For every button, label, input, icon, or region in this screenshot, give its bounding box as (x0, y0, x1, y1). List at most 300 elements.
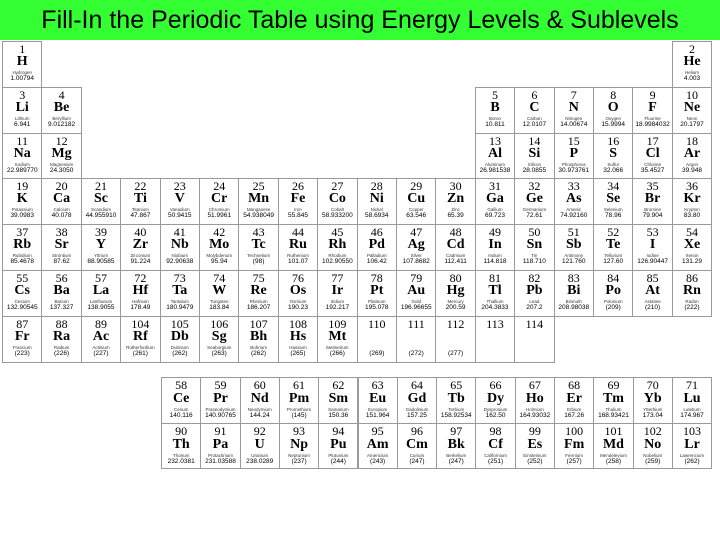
atomic-number: 62 (332, 378, 345, 392)
atomic-number: 24 (213, 179, 226, 194)
element-symbol: Ce (172, 391, 190, 406)
atomic-mass: 28.0855 (522, 166, 547, 174)
element-cell (515, 377, 555, 424)
element-cell (41, 224, 81, 271)
element-name: Copper (408, 207, 424, 213)
element-name: Europium (368, 407, 388, 412)
element-cell (435, 224, 475, 271)
element-cell (632, 270, 672, 317)
atomic-number: 39 (94, 225, 107, 240)
element-cell (475, 87, 515, 134)
element-symbol: C (529, 99, 540, 115)
element-symbol: Ac (92, 328, 110, 344)
element-cell (358, 423, 398, 470)
atomic-number: 47 (410, 225, 423, 240)
element-name: Antimony (564, 253, 584, 259)
atomic-number: 70 (646, 378, 659, 392)
element-cell (317, 224, 357, 271)
element-name: Platinum (368, 299, 386, 304)
atomic-number: 91 (214, 423, 227, 438)
atomic-mass: 63.546 (406, 212, 427, 220)
element-cell (475, 316, 515, 363)
element-name: Lawrencium (679, 452, 705, 458)
atomic-number: 108 (288, 316, 307, 331)
element-symbol: Pa (212, 436, 229, 452)
atomic-number: 26 (291, 179, 304, 194)
element-cell (357, 178, 397, 225)
element-symbol: Ba (53, 283, 70, 298)
element-symbol: Ar (683, 145, 701, 161)
element-symbol: I (649, 237, 656, 253)
element-symbol: Lr (684, 436, 700, 452)
element-cell (238, 178, 278, 225)
atomic-number: 76 (291, 271, 304, 285)
atomic-mass: (262) (172, 349, 188, 357)
element-name: Molybdenum (206, 253, 233, 259)
element-name: Curium (409, 452, 425, 458)
element-symbol: As (566, 191, 582, 207)
element-cell (515, 423, 555, 470)
element-name: Mendelevium (600, 452, 627, 458)
element-symbol: Pd (368, 237, 385, 253)
element-name: Aluminum (484, 161, 505, 167)
atomic-mass: (251) (487, 457, 504, 465)
element-cell (160, 224, 200, 271)
element-cell (554, 178, 594, 225)
element-name: Rutherfordium (126, 344, 155, 350)
atomic-mass: (277) (447, 349, 464, 357)
element-symbol: Ta (172, 283, 188, 298)
element-cell (199, 224, 239, 271)
atomic-mass: 195.078 (365, 304, 389, 311)
atomic-number: 101 (604, 423, 623, 438)
element-cell (396, 224, 436, 271)
atomic-mass: 6.941 (14, 120, 31, 128)
atomic-mass: 208.98038 (558, 304, 590, 311)
atomic-mass: 24.3050 (49, 166, 74, 174)
element-name: Oxygen (605, 115, 621, 121)
element-name: Vanadium (169, 207, 190, 213)
atomic-mass: (247) (409, 457, 425, 465)
atomic-mass: 106.42 (366, 258, 387, 266)
atomic-number: 71 (686, 378, 699, 392)
element-name: Berkelium (446, 452, 467, 458)
atomic-mass: 138.9055 (87, 304, 115, 311)
element-symbol: Cf (488, 436, 503, 452)
element-cell (41, 316, 81, 363)
element-name: Technetium (247, 253, 271, 259)
atomic-number: 44 (291, 225, 304, 240)
element-cell (318, 423, 358, 470)
atomic-number: 111 (407, 316, 425, 331)
element-name: Potassium (11, 207, 33, 213)
atomic-number: 56 (55, 271, 68, 285)
atomic-mass: 238.0289 (246, 457, 274, 465)
element-name: Dysprosium (483, 407, 508, 412)
element-name: Manganese (246, 207, 271, 213)
element-cell (161, 377, 201, 424)
element-name: Dubnium (170, 344, 189, 350)
atomic-number: 64 (410, 378, 423, 392)
element-cell (435, 178, 475, 225)
element-name: Thulium (605, 407, 622, 412)
atomic-number: 95 (371, 423, 384, 438)
element-symbol: N (568, 99, 579, 115)
element-symbol: Mt (328, 328, 347, 344)
element-name: Zirconium (130, 253, 151, 259)
element-name: Nickel (370, 207, 383, 213)
element-cell (160, 270, 200, 317)
element-cell (240, 377, 280, 424)
atomic-number: 55 (16, 271, 29, 285)
atomic-number: 72 (134, 271, 147, 285)
element-name: Krypton (684, 207, 700, 213)
atomic-number: 84 (607, 271, 620, 285)
atomic-mass: 39.948 (682, 166, 702, 174)
atomic-mass: 1.00794 (10, 75, 34, 82)
element-cell (554, 377, 594, 424)
atomic-number: 53 (646, 225, 659, 240)
element-cell (593, 87, 633, 134)
element-cell (41, 133, 81, 180)
element-name: Neodymium (247, 407, 272, 412)
element-name: Indium (488, 253, 502, 259)
element-cell (593, 133, 633, 180)
atomic-number: 43 (252, 225, 265, 240)
atomic-mass: (261) (132, 349, 148, 357)
atomic-mass: 140.116 (169, 412, 193, 419)
atomic-mass: (226) (53, 349, 70, 357)
atomic-number: 82 (528, 271, 541, 285)
atomic-number: 40 (134, 225, 147, 240)
atomic-mass: 4.003 (683, 75, 701, 82)
atomic-mass: 83.80 (683, 212, 701, 220)
element-symbol: Db (170, 328, 189, 344)
element-symbol: Ti (133, 191, 147, 207)
atomic-mass: (257) (566, 457, 582, 465)
element-cell (238, 316, 278, 363)
element-symbol: Al (487, 145, 502, 161)
element-cell (514, 178, 554, 225)
element-cell (436, 377, 476, 424)
element-cell (120, 316, 160, 363)
element-cell (554, 87, 594, 134)
element-name: Ruthenium (287, 253, 309, 259)
atomic-number: 65 (450, 378, 463, 392)
element-symbol: Am (366, 436, 389, 452)
atomic-mass: 186.207 (246, 304, 271, 311)
atomic-mass: 131.29 (682, 258, 702, 266)
atomic-number: 92 (253, 423, 266, 438)
atomic-number: 34 (607, 179, 620, 194)
atomic-mass: 65.39 (447, 212, 464, 220)
atomic-mass: (266) (329, 349, 345, 357)
atomic-mass: 174.967 (680, 412, 704, 419)
element-symbol: H (16, 54, 28, 69)
element-name: Hydrogen (12, 70, 32, 75)
atomic-number: 35 (646, 179, 659, 194)
atomic-mass: 26.981538 (479, 166, 511, 174)
atomic-mass: 231.03588 (205, 457, 236, 465)
element-name: Bismuth (565, 299, 582, 304)
atomic-mass: 144.24 (249, 412, 270, 419)
element-symbol: W (212, 283, 227, 298)
element-name: Chlorine (644, 161, 661, 167)
element-cell (632, 224, 672, 271)
element-cell (632, 87, 672, 134)
atomic-mass: (259) (645, 457, 661, 465)
atomic-mass: 51.9961 (207, 212, 231, 220)
atomic-number: 22 (134, 179, 147, 194)
element-symbol: Cu (407, 191, 426, 207)
atomic-mass: 162.50 (485, 412, 506, 419)
element-cell (475, 270, 515, 317)
element-cell (81, 224, 121, 271)
atomic-number: 23 (173, 179, 186, 194)
element-name: Niobium (171, 253, 189, 259)
atomic-mass: 121.760 (562, 258, 586, 266)
atomic-mass: (223) (14, 349, 30, 357)
element-name: Uranium (251, 452, 269, 458)
atomic-number: 13 (488, 133, 501, 148)
element-name: Silver (410, 253, 422, 259)
element-symbol: Pm (288, 391, 310, 406)
atomic-mass: (265) (290, 349, 306, 357)
atomic-mass: (145) (291, 412, 307, 419)
atomic-number: 69 (607, 378, 620, 392)
element-symbol: Br (644, 191, 661, 207)
element-name: Tantalum (170, 299, 189, 304)
element-name: Iron (294, 207, 302, 213)
element-symbol: Te (606, 237, 621, 253)
element-cell (278, 316, 318, 363)
element-cell (200, 377, 240, 424)
atomic-mass: 50.9415 (168, 212, 192, 220)
element-symbol: Tl (488, 283, 502, 298)
element-cell (2, 316, 42, 363)
atomic-number: 28 (370, 179, 383, 194)
atomic-number: 45 (331, 225, 344, 240)
element-name: Lutetium (683, 407, 701, 412)
atomic-number: 50 (528, 225, 541, 240)
element-symbol: Cs (14, 283, 30, 298)
element-symbol: Mn (248, 191, 270, 207)
element-symbol: Rb (13, 237, 32, 253)
atomic-mass: (210) (644, 304, 661, 311)
element-name: Nitrogen (565, 115, 583, 121)
element-cell (514, 270, 554, 317)
element-name: Astatine (644, 299, 661, 304)
atomic-number: 60 (253, 378, 266, 392)
element-cell (672, 270, 712, 317)
atomic-mass: 101.07 (288, 258, 308, 266)
element-cell (672, 87, 712, 134)
element-symbol: Hf (132, 283, 149, 298)
element-name: Bromine (644, 207, 661, 213)
element-symbol: Cl (645, 145, 660, 161)
element-symbol: In (488, 237, 502, 253)
atomic-number: 32 (528, 179, 541, 194)
element-symbol: Sr (54, 237, 69, 253)
element-cell (475, 377, 515, 424)
element-cell (81, 270, 121, 317)
element-name: Californium (484, 452, 507, 458)
element-symbol: Yb (643, 391, 662, 406)
element-symbol: Dy (486, 391, 505, 406)
element-name: Samarium (328, 407, 349, 412)
element-name: Phosphorus (561, 161, 586, 167)
element-symbol: Tc (251, 237, 266, 253)
element-name: Fluorine (644, 115, 661, 121)
element-symbol: Co (328, 191, 346, 207)
element-name: Arsenic (566, 207, 582, 213)
atomic-number: 93 (293, 423, 306, 438)
element-symbol: Hg (446, 283, 465, 298)
element-name: Neptunium (288, 452, 310, 458)
element-cell (475, 178, 515, 225)
element-name: Calcium (53, 207, 70, 213)
atomic-number: 48 (449, 225, 462, 240)
atomic-mass: 74.92160 (560, 212, 588, 220)
atomic-mass: 18.9984032 (635, 120, 670, 128)
atomic-mass: 183.84 (209, 304, 230, 311)
element-name: Tellurium (604, 253, 623, 259)
atomic-number: 98 (489, 423, 502, 438)
element-name: Hassium (289, 344, 307, 350)
element-symbol: Pb (526, 283, 543, 298)
element-symbol: Fe (290, 191, 306, 207)
element-cell (160, 316, 200, 363)
atomic-mass: 180.9479 (166, 304, 194, 311)
element-name: Einsteinium (523, 452, 547, 458)
element-cell (199, 316, 239, 363)
atomic-mass: 164.93032 (519, 412, 551, 419)
element-name: Zinc (451, 207, 460, 213)
atomic-mass: (247) (448, 457, 464, 465)
element-name: Lithium (14, 115, 30, 121)
atomic-mass: 10.811 (485, 120, 505, 128)
element-name: Scandium (90, 207, 111, 213)
atomic-mass: 22.989770 (6, 166, 38, 174)
atomic-mass: 47.867 (130, 212, 151, 220)
element-symbol: Sm (328, 391, 349, 406)
atomic-number: 61 (293, 378, 306, 392)
element-name: Cerium (173, 407, 189, 412)
element-cell (396, 316, 436, 363)
atomic-number: 106 (210, 316, 229, 331)
element-name: Rhodium (328, 253, 347, 259)
element-name: Tungsten (209, 299, 229, 304)
atomic-mass: 20.1797 (680, 120, 704, 128)
element-name: Protactinium (207, 452, 233, 458)
atomic-number: 25 (252, 179, 265, 194)
element-symbol: Re (250, 283, 267, 298)
element-symbol: Rn (683, 283, 701, 298)
atomic-mass: (252) (527, 457, 543, 465)
atomic-number: 105 (170, 316, 189, 331)
element-name: Rubidium (12, 253, 32, 259)
element-name: Francium (12, 344, 32, 350)
element-symbol: Md (602, 436, 624, 452)
atomic-number: 66 (489, 378, 502, 392)
element-name: Meitnerium (326, 344, 349, 350)
element-symbol: Fm (564, 436, 585, 452)
element-name: Gadolinium (405, 407, 429, 412)
element-name: Cadmium (445, 253, 466, 259)
atomic-mass: 112.411 (444, 258, 467, 266)
element-name: Gold (411, 299, 421, 304)
atomic-number: 10 (685, 87, 698, 102)
element-symbol: Cd (446, 237, 465, 253)
atomic-number: 113 (486, 316, 504, 331)
element-cell (593, 377, 633, 424)
element-name: Terbium (448, 407, 465, 412)
element-cell (672, 133, 712, 180)
atomic-mass: 69.723 (485, 212, 505, 220)
element-symbol: Mo (209, 237, 230, 253)
element-symbol: Pu (330, 436, 347, 452)
element-symbol: Rh (328, 237, 347, 253)
atomic-number: 18 (685, 133, 698, 148)
element-cell (672, 377, 712, 424)
atomic-mass: 140.90765 (205, 412, 236, 419)
element-symbol: Li (15, 99, 29, 115)
element-symbol: Ra (53, 328, 71, 344)
element-cell (554, 133, 594, 180)
element-symbol: O (607, 99, 619, 115)
element-symbol: Xe (683, 237, 701, 253)
element-symbol: Th (172, 436, 190, 452)
element-name: Iodine (646, 253, 659, 259)
element-cell (554, 224, 594, 271)
element-name: Lead (529, 299, 540, 304)
element-symbol: Nb (170, 237, 189, 253)
element-cell (672, 41, 712, 88)
element-cell (514, 224, 554, 271)
atomic-number: 59 (214, 378, 227, 392)
atomic-number: 112 (446, 316, 465, 331)
element-cell (2, 87, 42, 134)
element-symbol: Sn (526, 237, 543, 253)
element-cell (2, 270, 42, 317)
atomic-number: 83 (567, 271, 580, 285)
element-symbol: Kr (683, 191, 701, 207)
element-name: Silicon (527, 161, 542, 167)
atomic-mass: 126.90447 (637, 258, 668, 266)
element-name: Radon (685, 299, 699, 304)
atomic-mass: 204.3833 (481, 304, 509, 311)
atomic-mass: (222) (684, 304, 700, 311)
element-name: Magnesium (49, 161, 74, 167)
element-symbol: Es (527, 436, 543, 452)
atomic-number: 88 (55, 316, 68, 331)
atomic-number: 57 (94, 271, 107, 285)
element-cell (160, 178, 200, 225)
element-name: Cesium (14, 299, 30, 304)
atomic-number: 17 (646, 133, 659, 148)
element-symbol: V (174, 191, 185, 207)
element-symbol: Pr (213, 391, 228, 406)
element-symbol: F (648, 99, 657, 115)
element-cell (2, 224, 42, 271)
element-cell (593, 178, 633, 225)
atomic-mass: 127.60 (603, 258, 624, 266)
atomic-mass: 35.4527 (640, 166, 665, 174)
atomic-number: 54 (685, 225, 698, 240)
atomic-mass: (262) (250, 349, 267, 357)
element-cell (357, 224, 397, 271)
atomic-number: 68 (568, 378, 581, 392)
